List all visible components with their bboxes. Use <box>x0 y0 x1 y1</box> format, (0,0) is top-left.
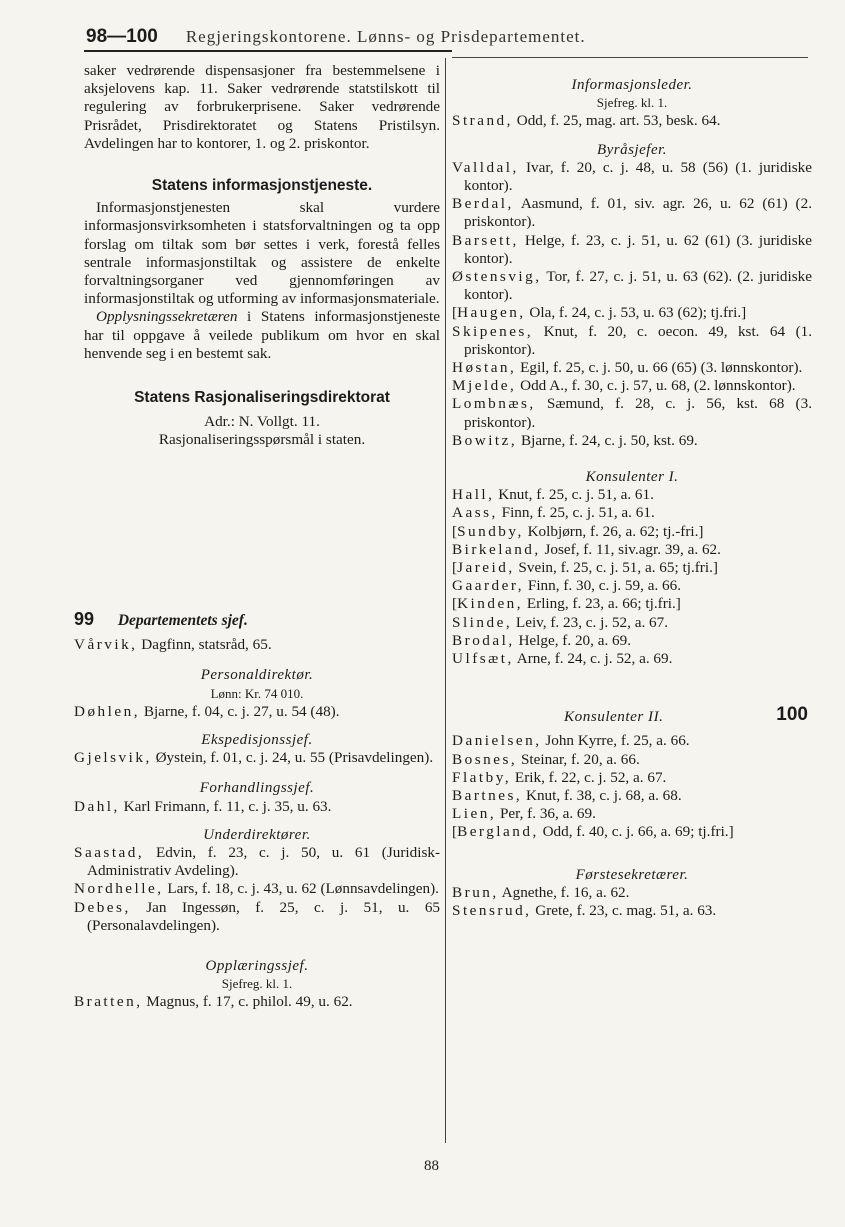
info-leader-pay: Sjefreg. kl. 1. <box>596 95 668 111</box>
chief-details: Dagfinn, statsråd, 65. <box>141 636 272 654</box>
under-name: Saastad, <box>74 844 145 862</box>
rasj-title: Statens Rasjonaliseringsdirektorat <box>134 389 390 407</box>
bureau-entry <box>452 323 812 359</box>
bureau-name: Berdal, <box>452 195 514 213</box>
first-secretaries-role: Førstesekretærer. <box>575 866 689 883</box>
negotiation-entry <box>74 798 440 816</box>
consultant1-entry <box>452 577 812 595</box>
bureau-name: Skipenes, <box>452 322 534 340</box>
under-details: Edvin, f. 23, c. j. 50, u. 61 (Juridisk-Administrativ Avdeling). <box>87 844 441 880</box>
rasj-address: Adr.: N. Vollgt. 11. <box>204 413 320 431</box>
expedition-name: Gjelsvik, <box>74 749 152 767</box>
bracket-open: [ <box>452 304 458 322</box>
consultant2-name: Flatby, <box>452 768 512 786</box>
left-column-top <box>84 62 440 450</box>
bureau-entry <box>452 395 812 431</box>
info-secretary-text: i Statens informasjonstjeneste har til oppgave å veilede publikum om hvor en skal henvende seg i en bestemt sak. <box>84 308 441 362</box>
under-entry <box>74 844 440 880</box>
bureau-name: Haugen, <box>457 304 526 322</box>
right-column <box>452 76 812 920</box>
consultant2-name: Bosnes, <box>452 750 518 768</box>
bracket-open: [ <box>452 823 458 841</box>
page-number: 88 <box>424 1158 439 1174</box>
consultant1-details: Arne, f. 24, c. j. 52, a. 69. <box>516 650 673 668</box>
bureau-details: Ivar, f. 20, c. j. 48, u. 58 (56) (1. juridiske kontor). <box>464 158 812 195</box>
consultant1-name: Gaarder, <box>452 577 525 595</box>
first-secretary-name: Stensrud, <box>452 901 532 919</box>
under-name: Debes, <box>74 898 131 916</box>
bureau-name: Høstan, <box>452 359 517 377</box>
negotiation-role: Forhandlingssjef. <box>199 780 315 797</box>
rasj-description: Rasjonaliseringsspørsmål i staten. <box>158 431 366 449</box>
first-secretary-details: Agnethe, f. 16, a. 62. <box>501 883 630 901</box>
info-leader-name: Strand, <box>452 112 513 130</box>
consultant2-name: Bergland, <box>457 823 539 841</box>
training-details: Magnus, f. 17, c. philol. 49, u. 62. <box>146 993 353 1011</box>
consultant2-entry <box>452 751 812 769</box>
training-entry <box>74 993 440 1011</box>
consultant1-entry <box>452 541 812 559</box>
negotiation-name: Dahl, <box>74 797 120 815</box>
section-99 <box>74 610 440 1012</box>
bureau-entry <box>452 432 812 450</box>
consultant1-name: Ulfsæt, <box>452 650 514 668</box>
consultant1-details: Knut, f. 25, c. j. 51, a. 61. <box>498 486 654 504</box>
consultant1-entry <box>452 559 812 577</box>
bureau-entry <box>452 304 812 322</box>
bureau-name: Bowitz, <box>452 431 518 449</box>
bureau-name: Østensvig, <box>452 268 542 286</box>
personnel-name: Døhlen, <box>74 702 141 720</box>
consultant2-details: Odd, f. 40, c. j. 66, a. 69; tj.fri.] <box>542 823 734 841</box>
personnel-details: Bjarne, f. 04, c. j. 27, u. 54 (48). <box>143 702 340 720</box>
bureau-details: Ola, f. 24, c. j. 53, u. 63 (62); tj.fri.] <box>529 304 747 322</box>
bureau-entry <box>452 359 812 377</box>
bracket-open: [ <box>452 559 458 577</box>
info-leader-details: Odd, f. 25, mag. art. 53, besk. 64. <box>516 112 721 130</box>
bureau-details: Helge, f. 23, c. j. 51, u. 62 (61) (3. juridiske kontor). <box>464 231 813 267</box>
consultant1-name: Sundby, <box>457 522 524 540</box>
consultant2-name: Bartnes, <box>452 786 523 804</box>
consultant2-details: Steinar, f. 20, a. 66. <box>520 750 640 768</box>
under-details: Jan Ingessøn, f. 25, c. j. 51, u. 65 (Personalavdelingen). <box>87 898 441 934</box>
consultant1-details: Helge, f. 20, a. 69. <box>518 631 632 649</box>
training-role: Opplæringssjef. <box>205 958 309 975</box>
info-leader-role: Informasjonsleder. <box>571 77 693 93</box>
consultant1-name: Kinden, <box>457 595 524 613</box>
first-secretary-entry <box>452 902 812 920</box>
section-100-number: 100 <box>776 704 808 726</box>
consultant2-details: Per, f. 36, a. 69. <box>499 805 596 823</box>
consultant2-entry <box>452 787 812 805</box>
consultant1-name: Jareid, <box>457 559 515 577</box>
expedition-details: Øystein, f. 01, c. j. 24, u. 55 (Prisavdelingen). <box>155 749 434 767</box>
under-entry <box>74 880 440 898</box>
consultant1-details: Finn, f. 25, c. j. 51, a. 61. <box>501 504 655 522</box>
consultant1-details: Kolbjørn, f. 26, a. 62; tj.-fri.] <box>527 522 704 540</box>
consultant1-role: Konsulenter I. <box>585 469 679 486</box>
consultant1-entry <box>452 632 812 650</box>
consultant2-entry <box>452 732 812 750</box>
info-service-title: Statens informasjonstjeneste. <box>151 177 373 195</box>
bracket-open: [ <box>452 522 458 540</box>
first-secretary-entry <box>452 884 812 902</box>
under-role: Underdirektører. <box>203 826 311 843</box>
bureau-details: Tor, f. 27, c. j. 51, u. 63 (62). (2. juridiske kontor). <box>464 268 812 304</box>
consultant1-details: Finn, f. 30, c. j. 59, a. 66. <box>527 577 682 595</box>
consultant1-details: Josef, f. 11, siv.agr. 39, a. 62. <box>544 540 721 558</box>
negotiation-details: Karl Frimann, f. 11, c. j. 35, u. 63. <box>123 797 332 815</box>
under-entry <box>74 899 440 935</box>
section-99-heading <box>74 610 440 630</box>
bureau-entry <box>452 195 812 231</box>
bureau-entry <box>452 268 812 304</box>
bureau-name: Mjelde, <box>452 377 517 395</box>
info-secretary-paragraph <box>84 308 440 363</box>
bureau-details: Sæmund, f. 28, c. j. 56, kst. 68 (3. priskontor). <box>464 395 812 431</box>
consultant1-details: Erling, f. 23, a. 66; tj.fri.] <box>526 595 681 613</box>
first-secretary-name: Brun, <box>452 883 499 901</box>
consultant1-entry <box>452 486 812 504</box>
consultant2-entry <box>452 769 812 787</box>
under-details: Lars, f. 18, c. j. 43, u. 62 (Lønnsavdelingen). <box>167 880 439 898</box>
consultant2-role: Konsulenter II. <box>564 708 664 726</box>
bureau-name: Valldal, <box>452 158 519 176</box>
intro-paragraph: saker vedrørende dispensasjoner fra bestemmelsene i aksjelovens kap. 11. Saker vedrørende statstilskott til regulering av forbrukerprisene. Saker vedrørende Prisrådet, Prisdirektoratet og Statens Pristilsyn. Avdelingen har to kontorer, 1. og 2. priskontor. <box>84 62 440 152</box>
info-secretary-label: Opplysningssekretæren <box>96 308 238 326</box>
bureau-details: Knut, f. 20, c. oecon. 49, kst. 64 (1. priskontor). <box>464 322 813 358</box>
personnel-pay: Lønn: Kr. 74 010. <box>210 685 304 701</box>
consultant2-name: Danielsen, <box>452 732 542 750</box>
consultant1-name: Birkeland, <box>452 540 541 558</box>
consultant2-details: Erik, f. 22, c. j. 52, a. 67. <box>514 768 667 786</box>
section-99-number: 99 <box>74 609 95 629</box>
bureau-role: Byråsjefer. <box>596 141 668 158</box>
consultant1-entry <box>452 523 812 541</box>
consultant1-name: Aass, <box>452 504 498 522</box>
column-divider <box>445 58 446 1143</box>
consultant1-details: Svein, f. 25, c. j. 51, a. 65; tj.fri.] <box>518 559 718 577</box>
consultant1-name: Brodal, <box>452 631 515 649</box>
bureau-entry <box>452 159 812 195</box>
chief-entry <box>74 636 440 654</box>
bureau-name: Lombnæs, <box>452 395 536 413</box>
bureau-entry <box>452 377 812 395</box>
chief-name: Vårvik, <box>74 636 138 654</box>
consultant1-entry <box>452 595 812 613</box>
consultant2-entry <box>452 823 812 841</box>
consultant1-name: Slinde, <box>452 613 513 631</box>
training-name: Bratten, <box>74 993 143 1011</box>
section-99-title: Departementets sjef. <box>117 612 248 629</box>
consultant1-details: Leiv, f. 23, c. j. 52, a. 67. <box>515 613 669 631</box>
header-page-range: 98—100 <box>86 26 158 47</box>
header-running-title: Regjeringskontorene. Lønns- og Prisdepartementet. <box>185 27 586 46</box>
first-secretary-details: Grete, f. 23, c. mag. 51, a. 63. <box>535 901 717 919</box>
info-leader-entry <box>452 112 812 130</box>
header-rule-left <box>84 50 452 52</box>
expedition-entry <box>74 749 440 767</box>
personnel-entry <box>74 703 440 721</box>
consultant2-name: Lien, <box>452 805 497 823</box>
bureau-details: Aasmund, f. 01, siv. agr. 26, u. 62 (61) (2. priskontor). <box>464 195 812 231</box>
consultant1-entry <box>452 650 812 668</box>
personnel-role: Personaldirektør. <box>200 667 314 684</box>
expedition-role: Ekspedisjonssjef. <box>201 732 313 749</box>
info-service-text: Informasjonstjenesten skal vurdere informasjonsvirksomheten i statsforvaltningen og ta opp forslag om tiltak som bør settes i verk, forestå felles sentrale informasjonstiltak og assistere de enkelte forvaltningsorganer ved gjennomføringen av informasjonstiltak og utforming av informasjonsmateriale. <box>84 199 440 308</box>
consultant2-details: John Kyrre, f. 25, a. 66. <box>545 732 690 750</box>
consultant1-name: Hall, <box>452 486 495 504</box>
consultant1-entry <box>452 614 812 632</box>
consultant2-heading <box>452 706 812 726</box>
consultant2-details: Knut, f. 38, c. j. 68, a. 68. <box>526 786 682 804</box>
bracket-open: [ <box>452 595 458 613</box>
bureau-name: Barsett, <box>452 231 519 249</box>
bureau-entry <box>452 232 812 268</box>
under-name: Nordhelle, <box>74 880 164 898</box>
bureau-details: Bjarne, f. 24, c. j. 50, kst. 69. <box>520 431 698 449</box>
training-pay: Sjefreg. kl. 1. <box>221 976 293 992</box>
header-rule-right <box>452 57 808 58</box>
bureau-details: Odd A., f. 30, c. j. 57, u. 68, (2. lønnskontor). <box>520 377 796 395</box>
bureau-details: Egil, f. 25, c. j. 50, u. 66 (65) (3. lønnskontor). <box>520 359 803 377</box>
consultant2-entry <box>452 805 812 823</box>
consultant1-entry <box>452 504 812 522</box>
